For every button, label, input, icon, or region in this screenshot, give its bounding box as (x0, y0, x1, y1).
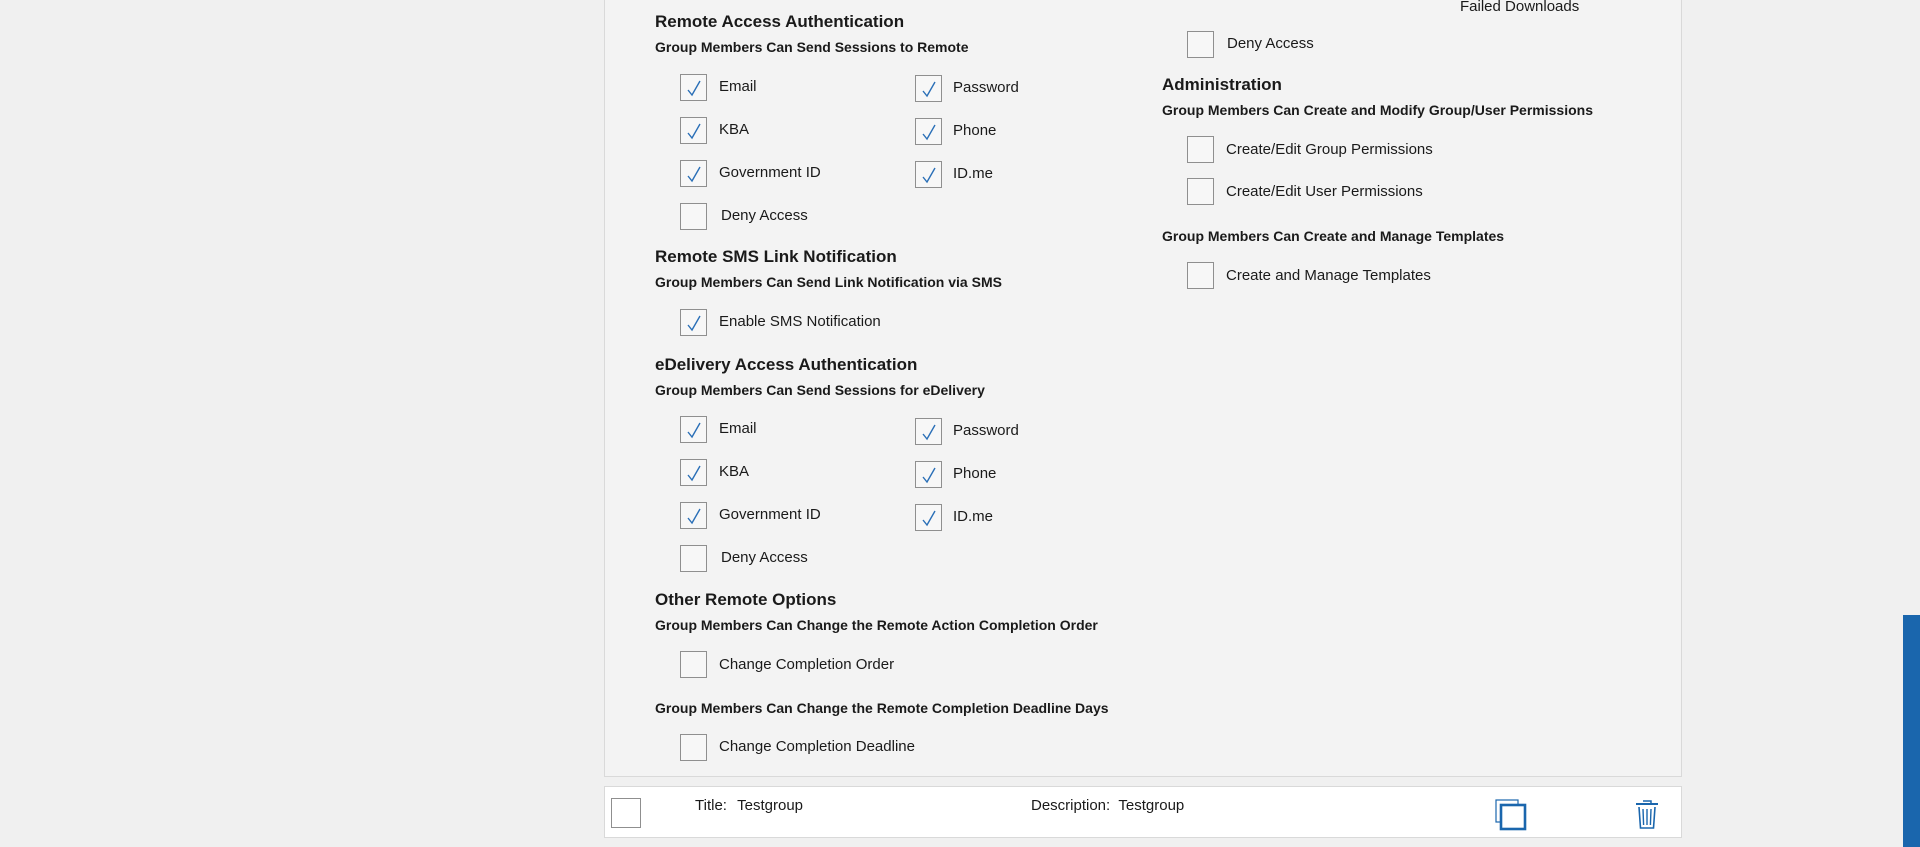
remote-idme-label: ID.me (953, 165, 994, 182)
edelivery-phone-checkbox[interactable] (915, 461, 942, 488)
change-completion-deadline-label: Change Completion Deadline (719, 738, 915, 755)
checkmark-icon (920, 122, 938, 142)
remote-kba-checkbox[interactable] (680, 117, 707, 144)
remote-idme-checkbox[interactable] (915, 161, 942, 188)
remote-government-id-checkbox[interactable] (680, 160, 707, 187)
checkmark-icon (685, 78, 703, 98)
completion-deadline-subtitle: Group Members Can Change the Remote Completion Deadline Days (655, 700, 1109, 716)
edelivery-government-id-label: Government ID (719, 506, 821, 523)
scrollbar-accent[interactable] (1903, 615, 1920, 847)
right-deny-access-label: Deny Access (1227, 35, 1314, 52)
checkmark-icon (920, 508, 938, 528)
right-deny-access-checkbox[interactable] (1187, 31, 1214, 58)
row-description-label: Description: (1031, 797, 1111, 814)
change-completion-order-checkbox[interactable] (680, 651, 707, 678)
edelivery-password-label: Password (953, 422, 1019, 439)
remote-government-id-label: Government ID (719, 164, 821, 181)
create-edit-user-permissions-label: Create/Edit User Permissions (1226, 183, 1423, 200)
row-title (695, 797, 803, 814)
edelivery-email-label: Email (719, 420, 757, 437)
edelivery-idme-label: ID.me (953, 508, 994, 525)
edelivery-deny-access-checkbox[interactable] (680, 545, 707, 572)
change-completion-order-label: Change Completion Order (719, 656, 895, 673)
checkmark-icon (920, 165, 938, 185)
row-title-value: Testgroup (737, 797, 803, 814)
edelivery-phone-label: Phone (953, 465, 997, 482)
checkmark-icon (685, 506, 703, 526)
row-title-label: Title: (695, 797, 727, 814)
edelivery-password-checkbox[interactable] (915, 418, 942, 445)
edelivery-deny-access-label: Deny Access (721, 549, 808, 566)
edelivery-subtitle: Group Members Can Send Sessions for eDelivery (655, 382, 985, 398)
templates-subtitle: Group Members Can Create and Manage Templates (1162, 228, 1505, 244)
remote-deny-access-checkbox[interactable] (680, 203, 707, 230)
create-edit-user-permissions-checkbox[interactable] (1187, 178, 1214, 205)
checkmark-icon (685, 313, 703, 333)
edelivery-email-checkbox[interactable] (680, 416, 707, 443)
create-edit-group-permissions-checkbox[interactable] (1187, 136, 1214, 163)
remote-phone-checkbox[interactable] (915, 118, 942, 145)
trash-icon[interactable] (1632, 797, 1662, 831)
sms-title: Remote SMS Link Notification (655, 247, 897, 266)
remote-password-checkbox[interactable] (915, 75, 942, 102)
change-completion-deadline-checkbox[interactable] (680, 734, 707, 761)
create-manage-templates-checkbox[interactable] (1187, 262, 1214, 289)
edelivery-title: eDelivery Access Authentication (655, 355, 918, 374)
checkmark-icon (920, 79, 938, 99)
other-remote-title: Other Remote Options (655, 590, 837, 609)
remote-access-subtitle: Group Members Can Send Sessions to Remote (655, 39, 969, 55)
checkmark-icon (685, 420, 703, 440)
failed-downloads-label: Failed Downloads (1460, 0, 1580, 15)
checkmark-icon (685, 463, 703, 483)
edelivery-government-id-checkbox[interactable] (680, 502, 707, 529)
checkmark-icon (685, 164, 703, 184)
create-manage-templates-label: Create and Manage Templates (1226, 267, 1431, 284)
edelivery-kba-checkbox[interactable] (680, 459, 707, 486)
edelivery-kba-label: KBA (719, 463, 750, 480)
edelivery-idme-checkbox[interactable] (915, 504, 942, 531)
remote-phone-label: Phone (953, 122, 997, 139)
remote-deny-access-label: Deny Access (721, 207, 808, 224)
row-description-value: Testgroup (1118, 797, 1185, 814)
row-description (1031, 797, 1184, 814)
remote-password-label: Password (953, 79, 1019, 96)
row-select-checkbox[interactable] (611, 798, 641, 828)
remote-kba-label: KBA (719, 121, 750, 138)
remote-email-label: Email (719, 78, 757, 95)
copy-icon[interactable] (1494, 798, 1528, 832)
administration-subtitle: Group Members Can Create and Modify Group/User Permissions (1162, 102, 1593, 118)
checkmark-icon (685, 121, 703, 141)
sms-subtitle: Group Members Can Send Link Notification via SMS (655, 274, 1002, 290)
completion-order-subtitle: Group Members Can Change the Remote Action Completion Order (655, 617, 1098, 633)
enable-sms-label: Enable SMS Notification (719, 313, 881, 330)
administration-title: Administration (1162, 75, 1282, 94)
remote-access-title: Remote Access Authentication (655, 12, 905, 31)
remote-email-checkbox[interactable] (680, 74, 707, 101)
create-edit-group-permissions-label: Create/Edit Group Permissions (1226, 141, 1433, 158)
checkmark-icon (920, 465, 938, 485)
checkmark-icon (920, 422, 938, 442)
enable-sms-checkbox[interactable] (680, 309, 707, 336)
